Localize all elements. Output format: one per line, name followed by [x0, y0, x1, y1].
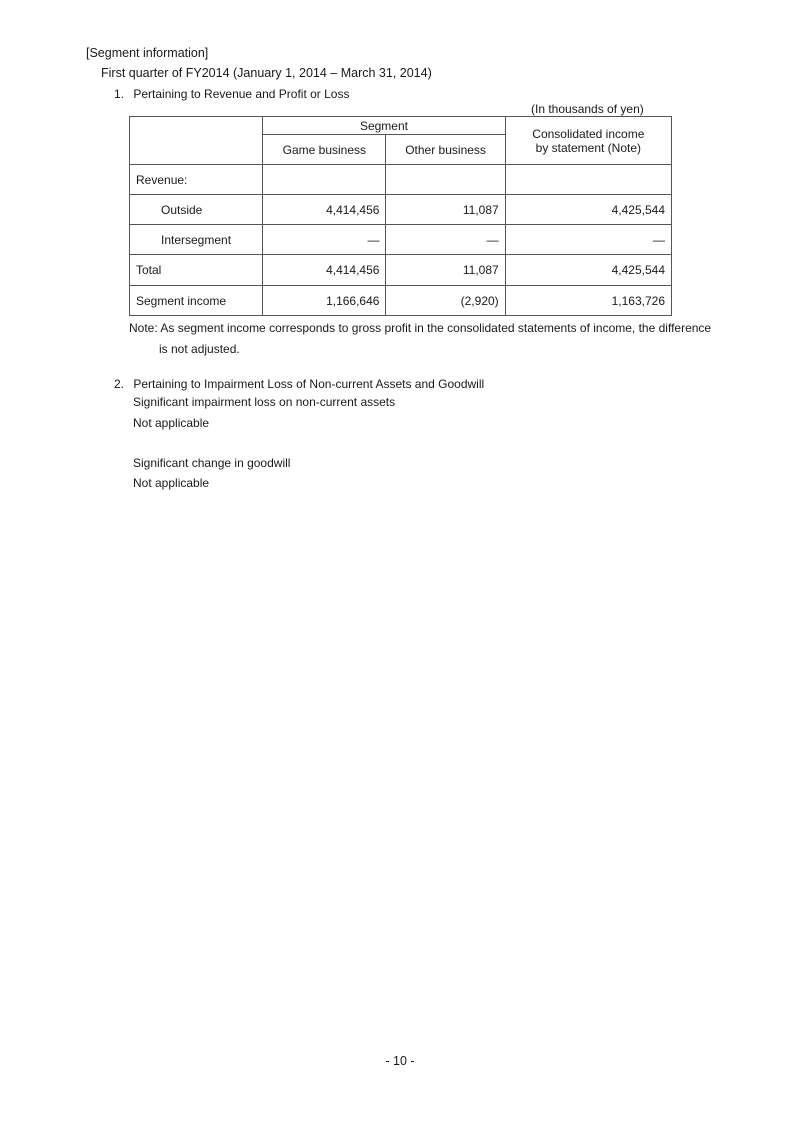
revenue-cons-empty: [505, 165, 671, 195]
intersegment-game: —: [263, 225, 386, 255]
intersegment-consolidated: —: [505, 225, 671, 255]
segment-income-other: (2,920): [386, 286, 505, 316]
revenue-other-empty: [386, 165, 505, 195]
other-business-header: Other business: [386, 135, 505, 165]
total-consolidated: 4,425,544: [505, 255, 671, 286]
intersegment-other: —: [386, 225, 505, 255]
consolidated-header: [505, 117, 671, 165]
total-game: 4,414,456: [263, 255, 386, 286]
unit-note: (In thousands of yen): [531, 102, 644, 116]
outside-label: Outside: [130, 195, 263, 225]
segment-income-label: Segment income: [130, 286, 263, 316]
table-row-total: [130, 255, 672, 286]
note-line-2: is not adjusted.: [159, 342, 240, 356]
part2-heading: 2. Pertaining to Impairment Loss of Non-current Assets and Goodwill: [114, 377, 485, 391]
page-number: - 10 -: [385, 1054, 415, 1068]
section-title: [Segment information]: [86, 46, 209, 60]
total-label: Total: [130, 255, 263, 286]
period-title: First quarter of FY2014 (January 1, 2014 – March 31, 2014): [101, 66, 432, 80]
outside-game: 4,414,456: [263, 195, 386, 225]
goodwill-title: Significant change in goodwill: [133, 456, 291, 470]
segment-income-consolidated: 1,163,726: [505, 286, 671, 316]
revenue-game-empty: [263, 165, 386, 195]
total-other: 11,087: [386, 255, 505, 286]
table-row-intersegment: [130, 225, 672, 255]
table-row-segment-income: [130, 286, 672, 316]
note-line-1: Note: As segment income corresponds to gross profit in the consolidated statements of income, the difference: [129, 321, 712, 335]
impairment-title: Significant impairment loss on non-current assets: [133, 395, 396, 409]
impairment-value: Not applicable: [133, 416, 210, 430]
header-empty-cell: [130, 117, 263, 165]
game-business-header: Game business: [263, 135, 386, 165]
part1-heading: 1. Pertaining to Revenue and Profit or Loss: [114, 87, 350, 101]
revenue-label: Revenue:: [130, 165, 263, 195]
segment-table: [129, 116, 672, 316]
segment-income-game: 1,166,646: [263, 286, 386, 316]
segment-header: Segment: [263, 117, 505, 135]
outside-other: 11,087: [386, 195, 505, 225]
goodwill-value: Not applicable: [133, 476, 210, 490]
consolidated-header-line2: by statement (Note): [535, 140, 642, 155]
consolidated-header-line1: Consolidated income: [532, 126, 645, 141]
outside-consolidated: 4,425,544: [505, 195, 671, 225]
intersegment-label: Intersegment: [130, 225, 263, 255]
table-row-outside: [130, 195, 672, 225]
